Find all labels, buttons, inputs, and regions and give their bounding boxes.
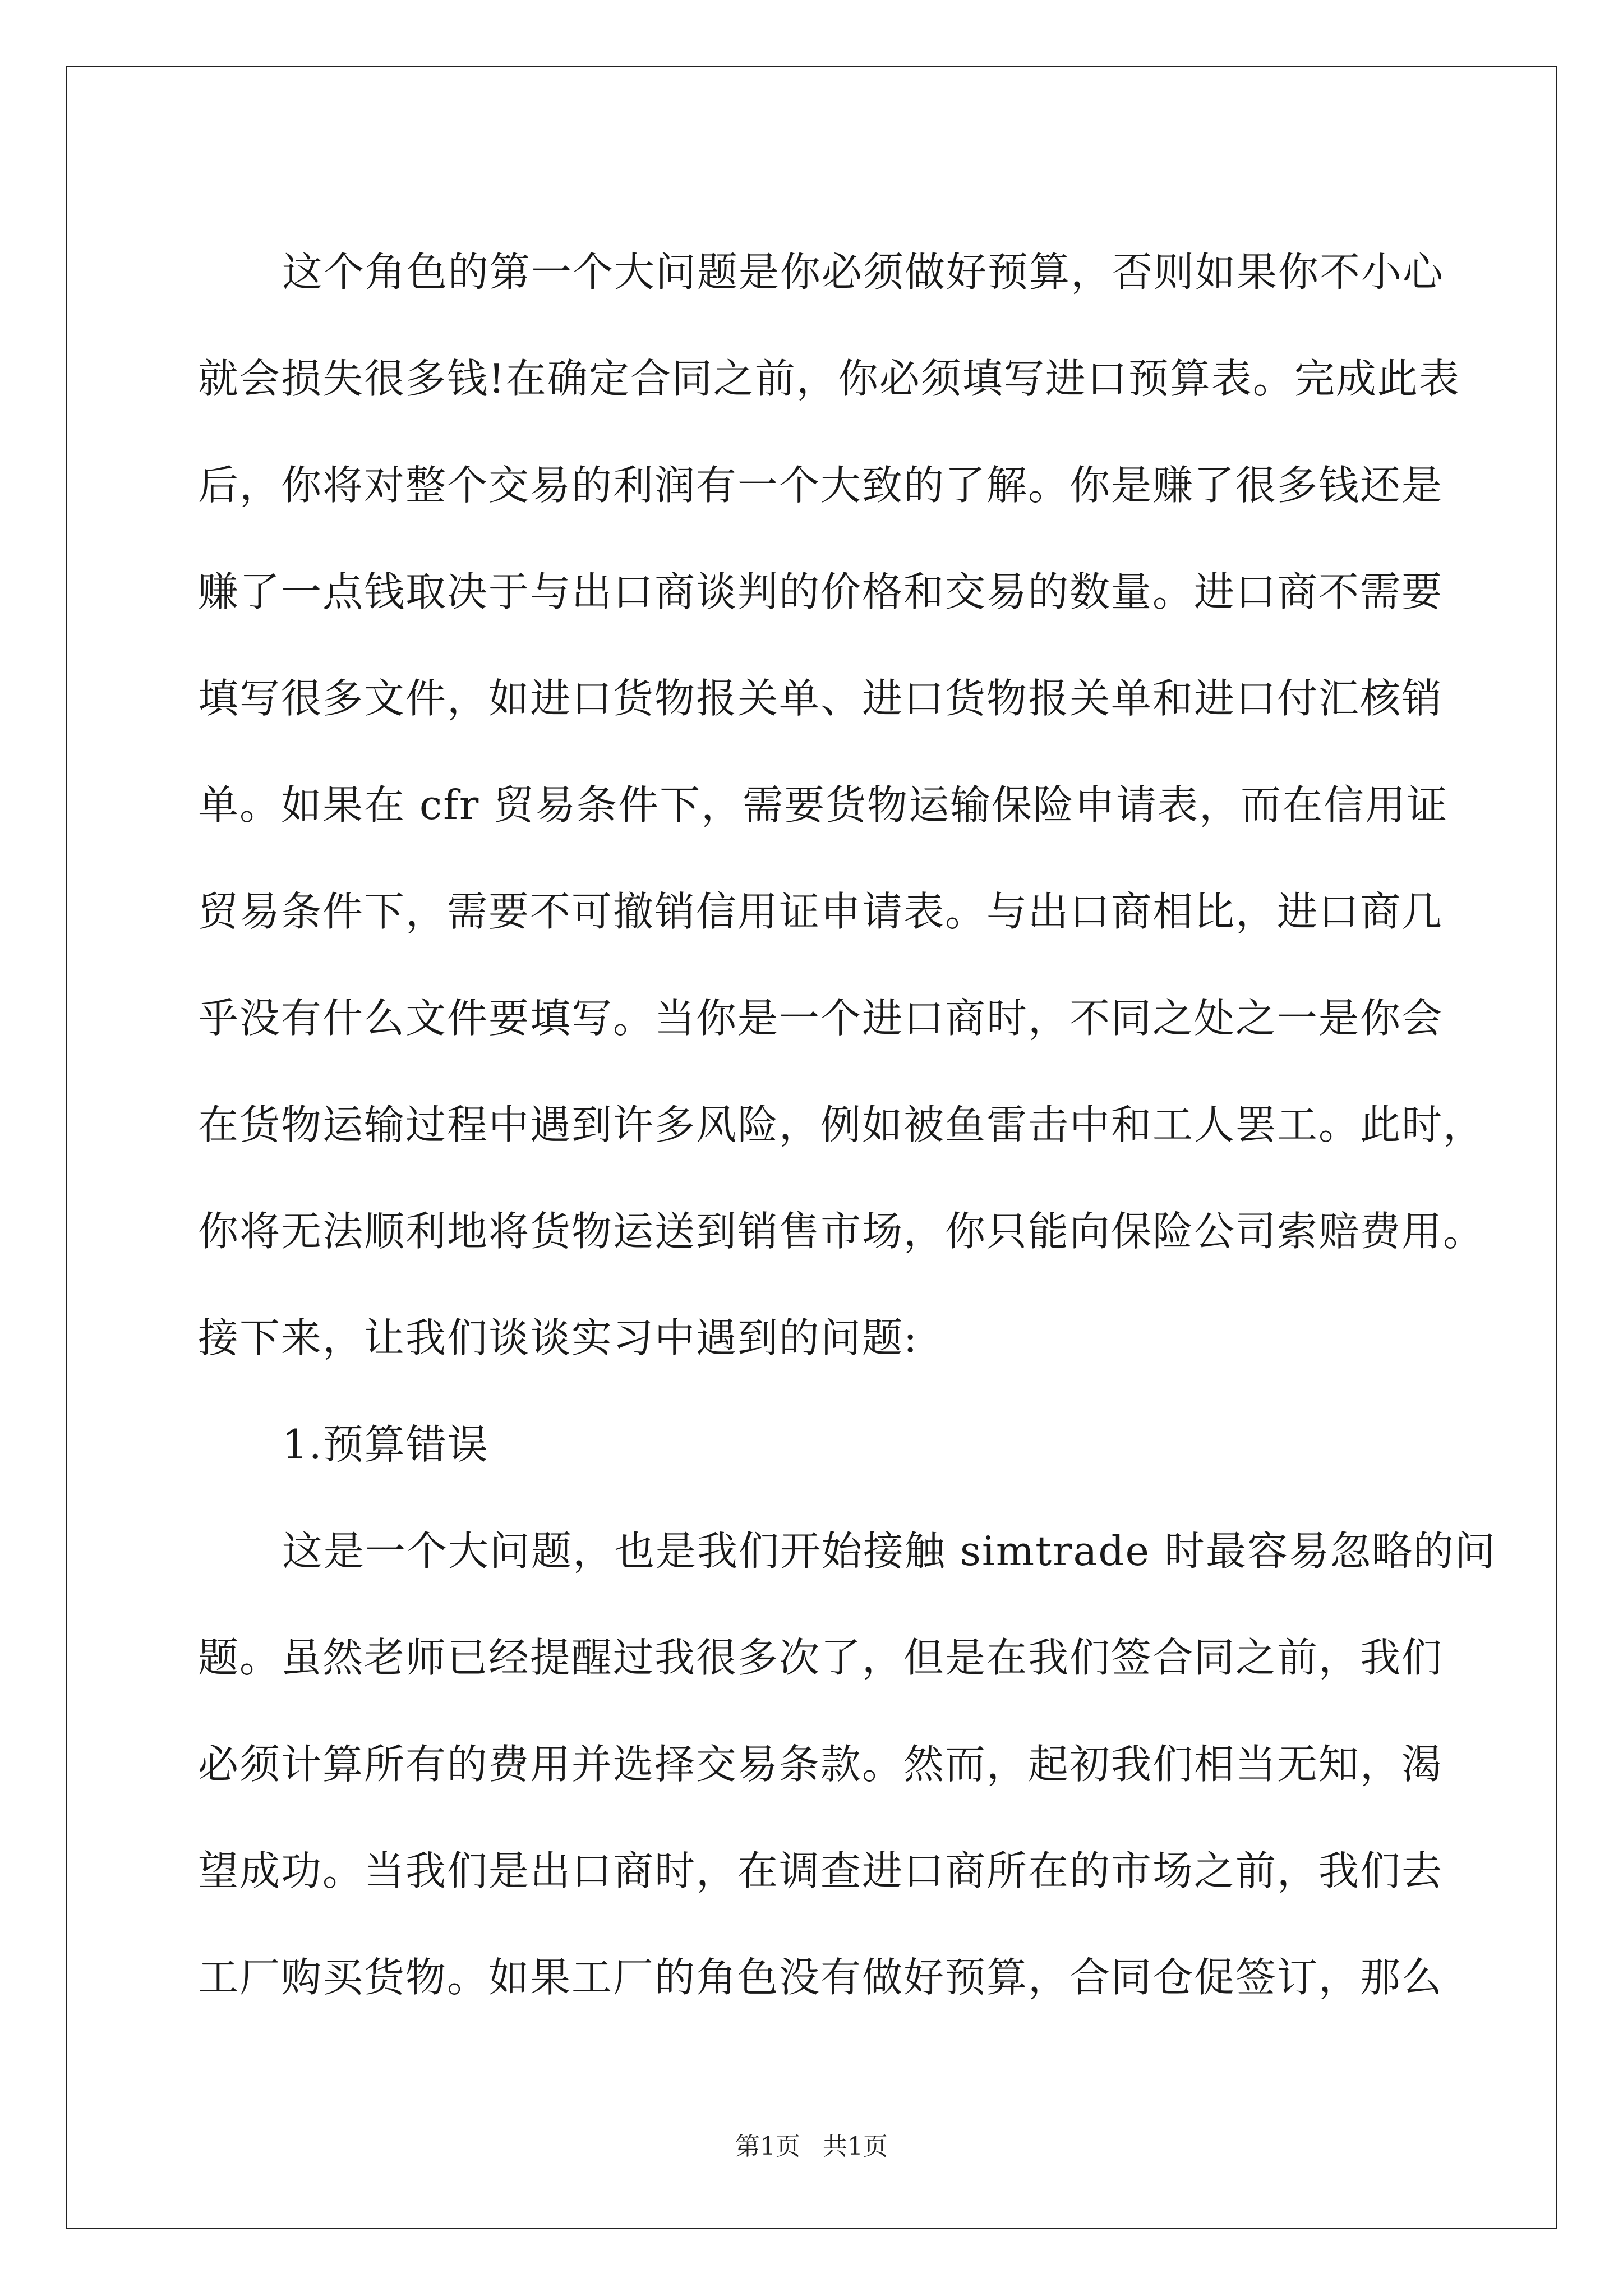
paragraph-line: 工厂购买货物。如果工厂的角色没有做好预算，合同仓促签订，那么 [198,1954,1444,2001]
page-footer [0,2126,1623,2162]
paragraph-line: 贸易条件下，需要不可撤销信用证申请表。与出口商相比，进口商几 [198,888,1444,935]
paragraph-line: 就会损失很多钱!在确定合同之前，你必须填写进口预算表。完成此表 [198,355,1460,402]
paragraph-line: 单。如果在 cfr 贸易条件下，需要货物运输保险申请表，而在信用证 [198,781,1449,829]
paragraph-line: 这是一个大问题，也是我们开始接触 simtrade 时最容易忽略的问 [282,1527,1497,1575]
paragraph-line: 填写很多文件，如进口货物报关单、进口货物报关单和进口付汇核销 [198,675,1444,722]
paragraph-line: 你将无法顺利地将货物运送到销售市场，你只能向保险公司索赔费用。 [198,1208,1485,1255]
paragraph-line: 望成功。当我们是出口商时，在调查进口商所在的市场之前，我们去 [198,1847,1444,1894]
section-heading: 1.预算错误 [282,1421,489,1468]
page-total: 共1页 [823,2132,888,2161]
paragraph-line: 后，你将对整个交易的利润有一个大致的了解。你是赚了很多钱还是 [198,462,1444,509]
paragraph-line: 必须计算所有的费用并选择交易条款。然而，起初我们相当无知，渴 [198,1741,1444,1788]
paragraph-line: 乎没有什么文件要填写。当你是一个进口商时，不同之处之一是你会 [198,995,1444,1042]
document-body [198,219,1497,2031]
paragraph-line: 题。虽然老师已经提醒过我很多次了，但是在我们签合同之前，我们 [198,1634,1444,1681]
paragraph-line: 在货物运输过程中遇到许多风险，例如被鱼雷击中和工人罢工。此时， [198,1101,1485,1148]
paragraph-line: 赚了一点钱取决于与出口商谈判的价格和交易的数量。进口商不需要 [198,568,1444,615]
page-number: 第1页 [735,2132,800,2161]
paragraph-line: 这个角色的第一个大问题是你必须做好预算，否则如果你不小心 [282,249,1445,296]
paragraph-line: 接下来，让我们谈谈实习中遇到的问题: [198,1314,919,1361]
